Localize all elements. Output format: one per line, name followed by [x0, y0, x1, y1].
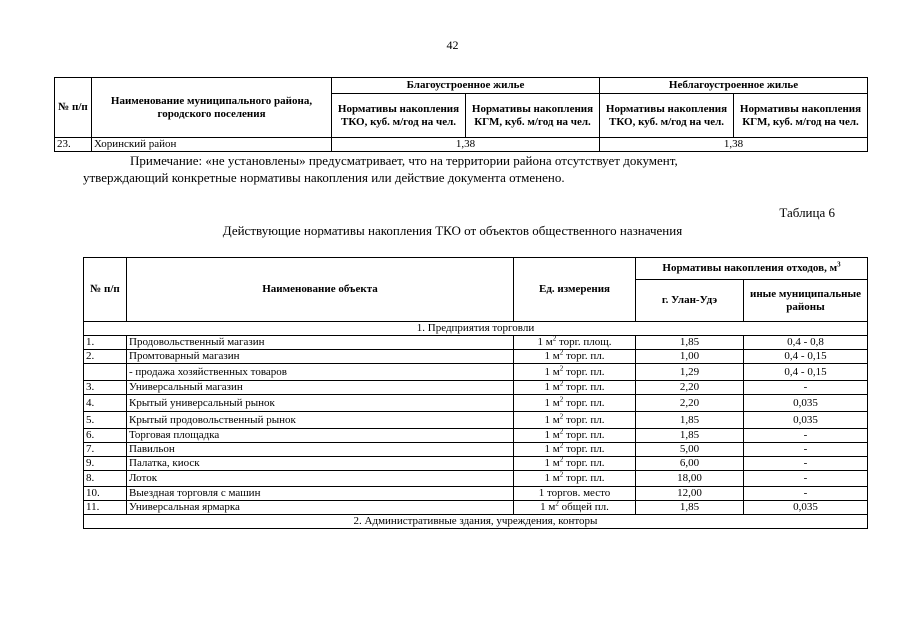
row-city-value: 2,20 — [636, 381, 744, 395]
section-row — [84, 515, 868, 529]
col-header-other: иные муниципальные районы — [744, 280, 868, 322]
table-row — [84, 501, 868, 515]
page-number: 42 — [446, 38, 459, 52]
col-header-num: № п/п — [84, 258, 127, 322]
row-other-value: 0,035 — [744, 395, 868, 412]
unit-suffix: торг. пл. — [563, 443, 605, 455]
unit-prefix: 1 м — [544, 472, 560, 484]
row-name: Павильон — [127, 443, 514, 457]
col-header-num: № п/п — [55, 78, 92, 138]
row-name: - продажа хозяйственных товаров — [127, 364, 514, 381]
unit-sup: 2 — [559, 441, 564, 450]
unit-prefix: 1 м — [540, 501, 556, 513]
row-num: 3. — [84, 381, 127, 395]
row-name: Лоток — [127, 471, 514, 487]
unit-sup: 2 — [559, 411, 564, 420]
unit-prefix: 1 м — [544, 350, 560, 362]
unit-suffix: торг. пл. — [563, 457, 605, 469]
unit-sup: 2 — [552, 334, 557, 343]
table-row — [84, 364, 868, 381]
unit-suffix: торг. пл. — [563, 350, 605, 362]
row-other-value: 0,4 - 0,15 — [744, 350, 868, 364]
section-row — [84, 322, 868, 336]
row-name: Торговая площадка — [127, 429, 514, 443]
row-unit — [514, 429, 636, 443]
row-num: 6. — [84, 429, 127, 443]
row-other-value: - — [744, 457, 868, 471]
unit-sup: 2 — [555, 499, 559, 508]
row-num: 23. — [55, 138, 92, 152]
row-name: Палатка, киоск — [127, 457, 514, 471]
row-num: 7. — [84, 443, 127, 457]
row-name: Хоринский район — [92, 138, 332, 152]
note — [83, 152, 835, 186]
unit-suffix: торг. пл. — [563, 381, 605, 393]
row-other-value: 0,035 — [744, 501, 868, 515]
row-unit — [514, 364, 636, 381]
row-other-value: 0,4 - 0,8 — [744, 336, 868, 350]
unit-sup: 2 — [559, 470, 564, 479]
row-other-value: - — [744, 471, 868, 487]
col-header-tko-1: Нормативы накопления ТКО, куб. м/год на чел. — [332, 94, 466, 138]
row-city-value: 1,85 — [636, 429, 744, 443]
col-header-city: г. Улан-Удэ — [636, 280, 744, 322]
col-header-norms-sup: 3 — [837, 260, 841, 269]
norms-table-housing — [54, 77, 868, 152]
row-city-value: 6,00 — [636, 457, 744, 471]
unit-sup: 2 — [559, 394, 564, 403]
unit-prefix: 1 торгов. место — [538, 487, 611, 499]
row-name: Продовольственный магазин — [127, 336, 514, 350]
unit-prefix: 1 м — [544, 381, 560, 393]
row-num — [84, 364, 127, 381]
table-row — [84, 381, 868, 395]
row-num: 4. — [84, 395, 127, 412]
row-name: Универсальный магазин — [127, 381, 514, 395]
unit-suffix: торг. площ. — [556, 336, 612, 348]
unit-sup: 2 — [559, 348, 564, 357]
col-header-tko-2: Нормативы накопления ТКО, куб. м/год на чел. — [600, 94, 734, 138]
col-header-norms — [636, 258, 868, 280]
col-header-group-improved: Благоустроенное жилье — [332, 78, 600, 94]
row-unit — [514, 395, 636, 412]
table-row — [84, 395, 868, 412]
table-title: Действующие нормативы накопления ТКО от объектов общественного назначения — [222, 223, 683, 238]
unit-sup: 2 — [559, 427, 564, 436]
unit-prefix: 1 м — [544, 365, 560, 378]
row-unit — [514, 350, 636, 364]
row-num: 9. — [84, 457, 127, 471]
col-header-kgm-1: Нормативы накопления КГМ, куб. м/год на чел. — [466, 94, 600, 138]
unit-prefix: 1 м — [537, 336, 553, 348]
col-header-name: Наименование муниципального района, городского поселения — [92, 78, 332, 138]
row-city-value: 12,00 — [636, 487, 744, 501]
table-row — [84, 412, 868, 429]
table-row — [84, 457, 868, 471]
row-other-value: 0,4 - 0,15 — [744, 364, 868, 381]
table-row — [84, 471, 868, 487]
row-city-value: 18,00 — [636, 471, 744, 487]
unit-sup: 2 — [559, 379, 564, 388]
col-header-unit: Ед. измерения — [514, 258, 636, 322]
row-other-value: - — [744, 487, 868, 501]
table-row — [84, 429, 868, 443]
row-city-value: 1,85 — [636, 336, 744, 350]
unit-sup: 2 — [559, 455, 564, 464]
unit-sup: 2 — [559, 363, 564, 372]
row-unit — [514, 487, 636, 501]
unit-suffix: торг. пл. — [563, 365, 605, 378]
row-city-value: 2,20 — [636, 395, 744, 412]
row-city-value: 1,85 — [636, 501, 744, 515]
row-num: 8. — [84, 471, 127, 487]
row-num: 2. — [84, 350, 127, 364]
row-city-value: 5,00 — [636, 443, 744, 457]
row-num: 5. — [84, 412, 127, 429]
row-unit — [514, 443, 636, 457]
norms-table-public — [83, 257, 868, 529]
row-num: 1. — [84, 336, 127, 350]
unit-prefix: 1 м — [544, 457, 560, 469]
table-row — [55, 138, 868, 152]
unit-prefix: 1 м — [544, 413, 560, 426]
unit-suffix: торг. пл. — [563, 472, 605, 484]
row-num: 11. — [84, 501, 127, 515]
unit-suffix: торг. пл. — [563, 429, 605, 441]
row-name: Промтоварный магазин — [127, 350, 514, 364]
table-row — [84, 350, 868, 364]
row-other-value: - — [744, 381, 868, 395]
row-num: 10. — [84, 487, 127, 501]
row-unit — [514, 336, 636, 350]
unit-suffix: торг. пл. — [563, 396, 605, 409]
row-other-value: - — [744, 443, 868, 457]
row-name: Выездная торговля с машин — [127, 487, 514, 501]
row-unit — [514, 381, 636, 395]
unit-prefix: 1 м — [544, 443, 560, 455]
note-line-1: Примечание: «не установлены» предусматривает, что на территории района отсутствует документ, — [130, 153, 678, 168]
table-label: Таблица 6 — [779, 205, 835, 220]
note-line-2: утверждающий конкретные нормативы накопления или действие документа отменено. — [83, 170, 565, 185]
row-unit — [514, 412, 636, 429]
row-value-improved: 1,38 — [332, 138, 600, 152]
col-header-group-unimproved: Неблагоустроенное жилье — [600, 78, 868, 94]
table-row — [84, 336, 868, 350]
section-admin: 2. Административные здания, учреждения, конторы — [84, 515, 868, 529]
table-body — [84, 336, 868, 515]
table-row — [84, 487, 868, 501]
col-header-name: Наименование объекта — [127, 258, 514, 322]
row-city-value: 1,29 — [636, 364, 744, 381]
col-header-kgm-2: Нормативы накопления КГМ, куб. м/год на чел. — [734, 94, 868, 138]
unit-suffix: общей пл. — [558, 501, 609, 513]
unit-prefix: 1 м — [544, 429, 560, 441]
col-header-norms-text: Нормативы накопления отходов, м — [662, 262, 838, 274]
row-city-value: 1,00 — [636, 350, 744, 364]
row-unit — [514, 471, 636, 487]
row-name: Универсальная ярмарка — [127, 501, 514, 515]
table-row — [84, 443, 868, 457]
row-name: Крытый продовольственный рынок — [127, 412, 514, 429]
row-name: Крытый универсальный рынок — [127, 395, 514, 412]
unit-suffix: торг. пл. — [563, 413, 605, 426]
row-city-value: 1,85 — [636, 412, 744, 429]
section-trade: 1. Предприятия торговли — [84, 322, 868, 336]
unit-prefix: 1 м — [544, 396, 560, 409]
row-other-value: - — [744, 429, 868, 443]
row-unit — [514, 457, 636, 471]
row-value-unimproved: 1,38 — [600, 138, 868, 152]
row-unit — [514, 501, 636, 515]
row-other-value: 0,035 — [744, 412, 868, 429]
